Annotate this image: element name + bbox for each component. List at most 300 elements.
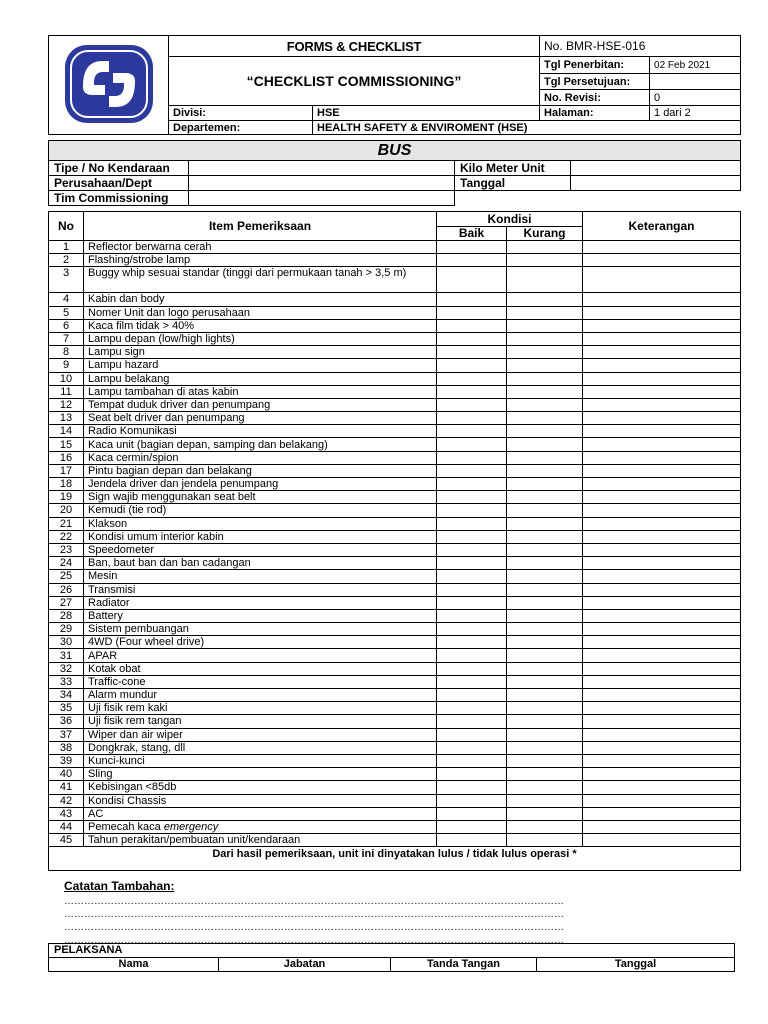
checklist-row bbox=[49, 319, 741, 332]
row-item: Kondisi Chassis bbox=[84, 794, 437, 807]
row-item: Ban, baut ban dan ban cadangan bbox=[84, 557, 437, 570]
departemen-value: HEALTH SAFETY & ENVIROMENT (HSE) bbox=[313, 121, 741, 135]
baik-cell[interactable] bbox=[437, 267, 507, 293]
row-item: Radiator bbox=[84, 596, 437, 609]
kurang-cell[interactable] bbox=[507, 319, 583, 332]
row-item: Reflector berwarna cerah bbox=[84, 241, 437, 254]
baik-cell[interactable] bbox=[437, 241, 507, 254]
kurang-cell[interactable] bbox=[507, 412, 583, 425]
keterangan-cell[interactable] bbox=[583, 241, 741, 254]
kurang-cell[interactable] bbox=[507, 609, 583, 622]
halaman-value: 1 dari 2 bbox=[650, 106, 741, 121]
checklist-row bbox=[49, 398, 741, 411]
keterangan-cell[interactable] bbox=[583, 781, 741, 794]
divisi-label: Divisi: bbox=[169, 106, 313, 121]
divisi-value: HSE bbox=[313, 106, 540, 121]
keterangan-cell[interactable] bbox=[583, 596, 741, 609]
checklist-row bbox=[49, 728, 741, 741]
row-item: Kaca film tidak > 40% bbox=[84, 319, 437, 332]
kurang-cell[interactable] bbox=[507, 504, 583, 517]
catatan-label-suffix: : bbox=[170, 879, 175, 893]
baik-cell[interactable] bbox=[437, 293, 507, 306]
keterangan-cell[interactable] bbox=[583, 834, 741, 847]
perusahaan-field[interactable] bbox=[189, 176, 455, 191]
keterangan-cell[interactable] bbox=[583, 794, 741, 807]
checklist-row bbox=[49, 583, 741, 596]
baik-cell[interactable] bbox=[437, 609, 507, 622]
keterangan-cell[interactable] bbox=[583, 702, 741, 715]
baik-cell[interactable] bbox=[437, 464, 507, 477]
tipe-kendaraan-field[interactable] bbox=[189, 161, 455, 176]
keterangan-cell[interactable] bbox=[583, 807, 741, 820]
row-number: 43 bbox=[49, 807, 84, 820]
row-number: 37 bbox=[49, 728, 84, 741]
checklist-table bbox=[48, 211, 741, 871]
keterangan-cell[interactable] bbox=[583, 306, 741, 319]
keterangan-cell[interactable] bbox=[583, 438, 741, 451]
col-keterangan-header: Keterangan bbox=[583, 212, 741, 241]
notes-line[interactable]: …………………………………………………………………………………………………………………………………… bbox=[64, 896, 564, 907]
col-baik-header: Baik bbox=[437, 227, 507, 241]
row-item: Tempat duduk driver dan penumpang bbox=[84, 398, 437, 411]
kurang-cell[interactable] bbox=[507, 794, 583, 807]
row-number: 8 bbox=[49, 346, 84, 359]
row-item: Mesin bbox=[84, 570, 437, 583]
document-number: No. BMR-HSE-016 bbox=[540, 36, 741, 57]
kurang-cell[interactable] bbox=[507, 596, 583, 609]
row-number: 15 bbox=[49, 438, 84, 451]
notes-line[interactable]: …………………………………………………………………………………………………………………………………… bbox=[64, 909, 564, 920]
row-item: Uji fisik rem kaki bbox=[84, 702, 437, 715]
keterangan-cell[interactable] bbox=[583, 293, 741, 306]
keterangan-cell[interactable] bbox=[583, 557, 741, 570]
bus-info-table bbox=[48, 140, 741, 206]
col-kondisi-header: Kondisi bbox=[437, 212, 583, 227]
checklist-row bbox=[49, 781, 741, 794]
checklist-row bbox=[49, 768, 741, 781]
keterangan-cell[interactable] bbox=[583, 254, 741, 267]
checklist-row bbox=[49, 741, 741, 754]
row-item: Sling bbox=[84, 768, 437, 781]
col-tanda-tangan-header: Tanda Tangan bbox=[391, 958, 537, 972]
baik-cell[interactable] bbox=[437, 768, 507, 781]
row-number: 3 bbox=[49, 267, 84, 293]
tim-commissioning-label: Tim Commissioning bbox=[49, 191, 189, 206]
kurang-cell[interactable] bbox=[507, 570, 583, 583]
row-item: Lampu tambahan di atas kabin bbox=[84, 385, 437, 398]
form-title: “CHECKLIST COMMISSIONING” bbox=[169, 57, 540, 106]
checklist-row bbox=[49, 451, 741, 464]
checklist-row bbox=[49, 425, 741, 438]
tipe-kendaraan-label: Tipe / No Kendaraan bbox=[49, 161, 189, 176]
pelaksana-table bbox=[48, 943, 735, 972]
keterangan-cell[interactable] bbox=[583, 662, 741, 675]
kurang-cell[interactable] bbox=[507, 438, 583, 451]
kurang-cell[interactable] bbox=[507, 372, 583, 385]
baik-cell[interactable] bbox=[437, 689, 507, 702]
row-item: Radio Komunikasi bbox=[84, 425, 437, 438]
keterangan-cell[interactable] bbox=[583, 728, 741, 741]
company-logo-icon bbox=[61, 41, 157, 127]
baik-cell[interactable] bbox=[437, 478, 507, 491]
checklist-row bbox=[49, 543, 741, 556]
checklist-row bbox=[49, 254, 741, 267]
row-number: 20 bbox=[49, 504, 84, 517]
checklist-row bbox=[49, 267, 741, 293]
row-item: 4WD (Four wheel drive) bbox=[84, 636, 437, 649]
notes-line[interactable]: …………………………………………………………………………………………………………………………………… bbox=[64, 922, 564, 933]
keterangan-cell[interactable] bbox=[583, 332, 741, 345]
checklist-row bbox=[49, 702, 741, 715]
kurang-cell[interactable] bbox=[507, 332, 583, 345]
kurang-cell[interactable] bbox=[507, 385, 583, 398]
keterangan-cell[interactable] bbox=[583, 741, 741, 754]
kurang-cell[interactable] bbox=[507, 834, 583, 847]
checklist-row bbox=[49, 794, 741, 807]
baik-cell[interactable] bbox=[437, 583, 507, 596]
col-no-header: No bbox=[49, 212, 84, 241]
checklist-row bbox=[49, 754, 741, 767]
checklist-row bbox=[49, 530, 741, 543]
halaman-label: Halaman: bbox=[540, 106, 650, 121]
departemen-label: Departemen: bbox=[169, 121, 313, 135]
row-number: 23 bbox=[49, 543, 84, 556]
keterangan-cell[interactable] bbox=[583, 570, 741, 583]
kurang-cell[interactable] bbox=[507, 754, 583, 767]
kilometer-label: Kilo Meter Unit bbox=[455, 161, 571, 176]
keterangan-cell[interactable] bbox=[583, 504, 741, 517]
checklist-row bbox=[49, 636, 741, 649]
keterangan-cell[interactable] bbox=[583, 412, 741, 425]
row-number: 25 bbox=[49, 570, 84, 583]
kurang-cell[interactable] bbox=[507, 254, 583, 267]
kurang-cell[interactable] bbox=[507, 728, 583, 741]
no-revisi-label: No. Revisi: bbox=[540, 90, 650, 106]
kurang-cell[interactable] bbox=[507, 464, 583, 477]
row-number: 35 bbox=[49, 702, 84, 715]
row-item: Dongkrak, stang, dll bbox=[84, 741, 437, 754]
row-number: 27 bbox=[49, 596, 84, 609]
checklist-row bbox=[49, 241, 741, 254]
notes-line[interactable]: …………………………………………………………………………………………………………………………………… bbox=[64, 935, 564, 946]
keterangan-cell[interactable] bbox=[583, 398, 741, 411]
row-number: 17 bbox=[49, 464, 84, 477]
checklist-row bbox=[49, 689, 741, 702]
keterangan-cell[interactable] bbox=[583, 517, 741, 530]
kurang-cell[interactable] bbox=[507, 689, 583, 702]
kurang-cell[interactable] bbox=[507, 543, 583, 556]
baik-cell[interactable] bbox=[437, 728, 507, 741]
keterangan-cell[interactable] bbox=[583, 715, 741, 728]
row-number: 22 bbox=[49, 530, 84, 543]
kurang-cell[interactable] bbox=[507, 425, 583, 438]
baik-cell[interactable] bbox=[437, 623, 507, 636]
baik-cell[interactable] bbox=[437, 412, 507, 425]
checklist-row bbox=[49, 412, 741, 425]
checklist-row bbox=[49, 834, 741, 847]
keterangan-cell[interactable] bbox=[583, 689, 741, 702]
baik-cell[interactable] bbox=[437, 807, 507, 820]
row-number: 29 bbox=[49, 623, 84, 636]
baik-cell[interactable] bbox=[437, 675, 507, 688]
row-number: 13 bbox=[49, 412, 84, 425]
row-number: 26 bbox=[49, 583, 84, 596]
row-item: Kaca cermin/spion bbox=[84, 451, 437, 464]
kurang-cell[interactable] bbox=[507, 478, 583, 491]
col-tanggal-header: Tanggal bbox=[537, 958, 735, 972]
row-number: 11 bbox=[49, 385, 84, 398]
baik-cell[interactable] bbox=[437, 649, 507, 662]
baik-cell[interactable] bbox=[437, 702, 507, 715]
checklist-row bbox=[49, 464, 741, 477]
empty-cell bbox=[455, 191, 741, 206]
keterangan-cell[interactable] bbox=[583, 425, 741, 438]
kurang-cell[interactable] bbox=[507, 741, 583, 754]
baik-cell[interactable] bbox=[437, 359, 507, 372]
keterangan-cell[interactable] bbox=[583, 754, 741, 767]
keterangan-cell[interactable] bbox=[583, 636, 741, 649]
row-number: 7 bbox=[49, 332, 84, 345]
row-item: Kabin dan body bbox=[84, 293, 437, 306]
row-item: Buggy whip sesuai standar (tinggi dari permukaan tanah > 3,5 m) bbox=[84, 267, 437, 293]
row-number: 41 bbox=[49, 781, 84, 794]
keterangan-cell[interactable] bbox=[583, 623, 741, 636]
baik-cell[interactable] bbox=[437, 254, 507, 267]
row-item: Tahun perakitan/pembuatan unit/kendaraan bbox=[84, 834, 437, 847]
kurang-cell[interactable] bbox=[507, 267, 583, 293]
row-number: 38 bbox=[49, 741, 84, 754]
baik-cell[interactable] bbox=[437, 834, 507, 847]
keterangan-cell[interactable] bbox=[583, 319, 741, 332]
kurang-cell[interactable] bbox=[507, 491, 583, 504]
baik-cell[interactable] bbox=[437, 570, 507, 583]
checklist-row bbox=[49, 649, 741, 662]
row-number: 18 bbox=[49, 478, 84, 491]
baik-cell[interactable] bbox=[437, 491, 507, 504]
baik-cell[interactable] bbox=[437, 346, 507, 359]
checklist-body bbox=[49, 241, 741, 847]
baik-cell[interactable] bbox=[437, 332, 507, 345]
row-item: Kemudi (tie rod) bbox=[84, 504, 437, 517]
kilometer-field[interactable] bbox=[571, 161, 741, 176]
keterangan-cell[interactable] bbox=[583, 372, 741, 385]
kurang-cell[interactable] bbox=[507, 820, 583, 833]
keterangan-cell[interactable] bbox=[583, 649, 741, 662]
row-item: Alarm mundur bbox=[84, 689, 437, 702]
keterangan-cell[interactable] bbox=[583, 464, 741, 477]
baik-cell[interactable] bbox=[437, 504, 507, 517]
checklist-row bbox=[49, 293, 741, 306]
baik-cell[interactable] bbox=[437, 820, 507, 833]
row-number: 10 bbox=[49, 372, 84, 385]
baik-cell[interactable] bbox=[437, 530, 507, 543]
baik-cell[interactable] bbox=[437, 636, 507, 649]
kurang-cell[interactable] bbox=[507, 557, 583, 570]
row-item: Pintu bagian depan dan belakang bbox=[84, 464, 437, 477]
row-number: 19 bbox=[49, 491, 84, 504]
row-number: 14 bbox=[49, 425, 84, 438]
baik-cell[interactable] bbox=[437, 781, 507, 794]
row-number: 4 bbox=[49, 293, 84, 306]
baik-cell[interactable] bbox=[437, 715, 507, 728]
baik-cell[interactable] bbox=[437, 398, 507, 411]
kurang-cell[interactable] bbox=[507, 359, 583, 372]
kurang-cell[interactable] bbox=[507, 517, 583, 530]
keterangan-cell[interactable] bbox=[583, 267, 741, 293]
tanggal-field[interactable] bbox=[571, 176, 741, 191]
kurang-cell[interactable] bbox=[507, 649, 583, 662]
checklist-row bbox=[49, 359, 741, 372]
catatan-label-text: Catatan Tambahan bbox=[64, 879, 171, 893]
row-item: Wiper dan air wiper bbox=[84, 728, 437, 741]
row-item: Seat belt driver dan penumpang bbox=[84, 412, 437, 425]
keterangan-cell[interactable] bbox=[583, 583, 741, 596]
kurang-cell[interactable] bbox=[507, 306, 583, 319]
row-number: 5 bbox=[49, 306, 84, 319]
bus-title: BUS bbox=[49, 141, 741, 161]
row-item: Jendela driver dan jendela penumpang bbox=[84, 478, 437, 491]
emergency-italic-text: emergency bbox=[163, 820, 219, 833]
row-item: APAR bbox=[84, 649, 437, 662]
baik-cell[interactable] bbox=[437, 596, 507, 609]
keterangan-cell[interactable] bbox=[583, 385, 741, 398]
baik-cell[interactable] bbox=[437, 319, 507, 332]
keterangan-cell[interactable] bbox=[583, 820, 741, 833]
baik-cell[interactable] bbox=[437, 372, 507, 385]
keterangan-cell[interactable] bbox=[583, 768, 741, 781]
row-number: 6 bbox=[49, 319, 84, 332]
kurang-cell[interactable] bbox=[507, 636, 583, 649]
checklist-row bbox=[49, 438, 741, 451]
baik-cell[interactable] bbox=[437, 517, 507, 530]
kurang-cell[interactable] bbox=[507, 530, 583, 543]
keterangan-cell[interactable] bbox=[583, 346, 741, 359]
baik-cell[interactable] bbox=[437, 741, 507, 754]
checklist-row bbox=[49, 570, 741, 583]
checklist-row bbox=[49, 609, 741, 622]
baik-cell[interactable] bbox=[437, 543, 507, 556]
row-item: Lampu belakang bbox=[84, 372, 437, 385]
row-number: 28 bbox=[49, 609, 84, 622]
kurang-cell[interactable] bbox=[507, 768, 583, 781]
tanggal-label: Tanggal bbox=[455, 176, 571, 191]
baik-cell[interactable] bbox=[437, 557, 507, 570]
row-item: Lampu hazard bbox=[84, 359, 437, 372]
kurang-cell[interactable] bbox=[507, 451, 583, 464]
keterangan-cell[interactable] bbox=[583, 451, 741, 464]
row-item: Flashing/strobe lamp bbox=[84, 254, 437, 267]
baik-cell[interactable] bbox=[437, 438, 507, 451]
kurang-cell[interactable] bbox=[507, 715, 583, 728]
col-nama-header: Nama bbox=[49, 958, 219, 972]
kurang-cell[interactable] bbox=[507, 583, 583, 596]
row-number: 24 bbox=[49, 557, 84, 570]
tgl-penerbitan-label: Tgl Penerbitan: bbox=[540, 57, 650, 74]
baik-cell[interactable] bbox=[437, 754, 507, 767]
keterangan-cell[interactable] bbox=[583, 491, 741, 504]
row-number: 16 bbox=[49, 451, 84, 464]
checklist-row bbox=[49, 491, 741, 504]
col-jabatan-header: Jabatan bbox=[219, 958, 391, 972]
tgl-persetujuan-value bbox=[650, 74, 741, 90]
checklist-row bbox=[49, 346, 741, 359]
checklist-row bbox=[49, 820, 741, 833]
header-table bbox=[48, 35, 741, 135]
checklist-row bbox=[49, 715, 741, 728]
baik-cell[interactable] bbox=[437, 451, 507, 464]
keterangan-cell[interactable] bbox=[583, 530, 741, 543]
row-item: Pemecah kaca emergency bbox=[84, 820, 437, 833]
tgl-persetujuan-label: Tgl Persetujuan: bbox=[540, 74, 650, 90]
baik-cell[interactable] bbox=[437, 794, 507, 807]
row-item: Kebisingan <85db bbox=[84, 781, 437, 794]
kurang-cell[interactable] bbox=[507, 346, 583, 359]
kurang-cell[interactable] bbox=[507, 675, 583, 688]
checklist-row bbox=[49, 675, 741, 688]
kurang-cell[interactable] bbox=[507, 623, 583, 636]
row-item: Kondisi umum interior kabin bbox=[84, 530, 437, 543]
perusahaan-label: Perusahaan/Dept bbox=[49, 176, 189, 191]
notes-section bbox=[64, 879, 624, 947]
row-number: 45 bbox=[49, 834, 84, 847]
checklist-row bbox=[49, 306, 741, 319]
kurang-cell[interactable] bbox=[507, 807, 583, 820]
kurang-cell[interactable] bbox=[507, 662, 583, 675]
kurang-cell[interactable] bbox=[507, 702, 583, 715]
checklist-row bbox=[49, 623, 741, 636]
baik-cell[interactable] bbox=[437, 662, 507, 675]
checklist-row bbox=[49, 332, 741, 345]
row-item: Kotak obat bbox=[84, 662, 437, 675]
checklist-footer: Dari hasil pemeriksaan, unit ini dinyatakan lulus / tidak lulus operasi * bbox=[49, 847, 741, 871]
keterangan-cell[interactable] bbox=[583, 609, 741, 622]
keterangan-cell[interactable] bbox=[583, 675, 741, 688]
row-item: AC bbox=[84, 807, 437, 820]
row-number: 12 bbox=[49, 398, 84, 411]
kurang-cell[interactable] bbox=[507, 781, 583, 794]
checklist-row bbox=[49, 504, 741, 517]
baik-cell[interactable] bbox=[437, 385, 507, 398]
kurang-cell[interactable] bbox=[507, 293, 583, 306]
row-number: 40 bbox=[49, 768, 84, 781]
keterangan-cell[interactable] bbox=[583, 359, 741, 372]
row-item: Uji fisik rem tangan bbox=[84, 715, 437, 728]
catatan-tambahan-label bbox=[64, 879, 624, 893]
row-number: 21 bbox=[49, 517, 84, 530]
row-item: Speedometer bbox=[84, 543, 437, 556]
checklist-row bbox=[49, 372, 741, 385]
baik-cell[interactable] bbox=[437, 425, 507, 438]
tim-commissioning-field[interactable] bbox=[189, 191, 455, 206]
row-number: 30 bbox=[49, 636, 84, 649]
checklist-row bbox=[49, 662, 741, 675]
row-number: 34 bbox=[49, 689, 84, 702]
row-number: 44 bbox=[49, 820, 84, 833]
baik-cell[interactable] bbox=[437, 306, 507, 319]
kurang-cell[interactable] bbox=[507, 241, 583, 254]
keterangan-cell[interactable] bbox=[583, 543, 741, 556]
col-item-header: Item Pemeriksaan bbox=[84, 212, 437, 241]
keterangan-cell[interactable] bbox=[583, 478, 741, 491]
row-number: 32 bbox=[49, 662, 84, 675]
row-item: Sistem pembuangan bbox=[84, 623, 437, 636]
row-number: 2 bbox=[49, 254, 84, 267]
forms-checklist-label: FORMS & CHECKLIST bbox=[169, 36, 540, 57]
kurang-cell[interactable] bbox=[507, 398, 583, 411]
pelaksana-title: PELAKSANA bbox=[49, 944, 735, 958]
row-number: 39 bbox=[49, 754, 84, 767]
row-item: Battery bbox=[84, 609, 437, 622]
